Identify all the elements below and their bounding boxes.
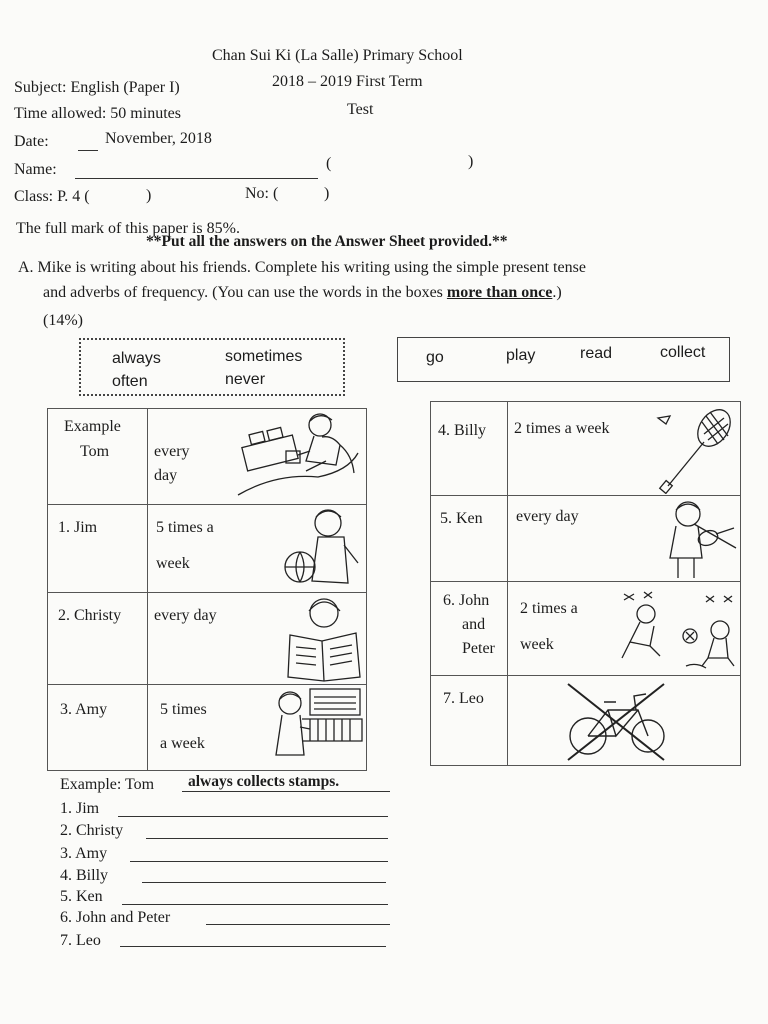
row-name-2: and [462, 616, 486, 633]
verb-read: read [580, 345, 613, 362]
adverb-never: never [225, 371, 266, 388]
section-a-line1: A. Mike is writing about his friends. Complete his writing using the simple present tense [18, 259, 586, 276]
row-freq: 5 times a [156, 519, 214, 536]
answer-line-6[interactable] [206, 924, 390, 925]
boy-violin-picture [658, 498, 738, 580]
freq-cell [148, 593, 367, 685]
badminton-picture [654, 406, 738, 494]
no-label: No: ( [245, 185, 279, 202]
row-freq-2: week [156, 555, 190, 572]
test-label: Test [347, 101, 374, 118]
date-value: November, 2018 [105, 130, 212, 147]
example-label: Example: Tom [60, 776, 155, 793]
emphasis-more-than-once: more than once [446, 284, 553, 301]
date-label: Date: [14, 133, 49, 150]
answer-line-4[interactable] [142, 882, 386, 883]
name-cell [48, 409, 148, 505]
answer-label-3: 3. Amy [60, 845, 108, 862]
name-cell [431, 496, 508, 582]
answer-label-2: 2. Christy [60, 822, 124, 839]
subject-label: Subject: English (Paper I) [14, 79, 180, 96]
section-a-line2: and adverbs of frequency. (You can use the words in the boxes more than once.) [43, 284, 562, 301]
adverb-often: often [112, 373, 148, 390]
freq-cell [148, 505, 367, 593]
verbs-box [397, 337, 730, 382]
answer-label-7: 7. Leo [60, 932, 101, 949]
section-a-marks: (14%) [43, 312, 83, 329]
verb-collect: collect [660, 344, 706, 361]
name-label: Name: [14, 161, 57, 178]
row-name-2: Tom [80, 443, 110, 460]
date-blank[interactable] [78, 150, 98, 151]
row-freq: 5 times [160, 701, 207, 718]
table-row [431, 496, 741, 582]
row-freq: 2 times a week [514, 420, 610, 437]
freq-cell [508, 676, 741, 766]
school-name: Chan Sui Ki (La Salle) Primary School [212, 47, 463, 64]
row-name: 4. Billy [438, 422, 487, 439]
example-answer: always collects stamps. [188, 773, 340, 790]
name-cell [48, 505, 148, 593]
class-close: ) [146, 187, 152, 204]
verb-go: go [426, 349, 444, 366]
row-freq: 2 times a [520, 600, 578, 617]
stamp-collecting-picture [236, 411, 360, 501]
class-label: Class: P. 4 ( [14, 188, 90, 205]
row-freq: every day [154, 607, 217, 624]
row-name: 7. Leo [443, 690, 484, 707]
freq-cell [148, 685, 367, 771]
freq-cell [508, 496, 741, 582]
name-paren-close: ) [468, 153, 474, 170]
row-name-3: Peter [462, 640, 495, 657]
answer-label-4: 4. Billy [60, 867, 109, 884]
freq-cell [508, 402, 741, 496]
answer-line-3[interactable] [130, 861, 388, 862]
instruction: **Put all the answers on the Answer Sheet provided.** [146, 233, 508, 250]
example-answer-line [182, 791, 390, 792]
name-cell [431, 676, 508, 766]
verb-play: play [506, 347, 536, 364]
name-cell [431, 402, 508, 496]
table-row [431, 582, 741, 676]
answer-line-1[interactable] [118, 816, 388, 817]
no-close: ) [324, 185, 330, 202]
girl-piano-picture [270, 685, 364, 769]
row-freq: every day [516, 508, 579, 525]
table-row [431, 676, 741, 766]
row-name: Example [64, 418, 121, 435]
boy-basketball-picture [278, 505, 364, 591]
table-row [431, 402, 741, 496]
time-allowed: Time allowed: 50 minutes [14, 105, 181, 122]
answer-label-1: 1. Jim [60, 800, 100, 817]
row-freq-2: day [154, 467, 178, 484]
table-row [48, 685, 367, 771]
answer-label-6: 6. John and Peter [60, 909, 171, 926]
adverb-always: always [112, 350, 161, 367]
left-table [47, 408, 367, 771]
adverb-sometimes: sometimes [225, 348, 303, 365]
table-row [48, 409, 367, 505]
girl-reading-picture [284, 593, 364, 683]
row-name: 2. Christy [58, 607, 122, 624]
row-name: 3. Amy [60, 701, 108, 718]
crossed-out-bicycle-picture [564, 680, 668, 762]
boys-soccer-picture [616, 586, 738, 672]
row-name: 6. John [443, 592, 490, 609]
name-cell [431, 582, 508, 676]
answer-line-7[interactable] [120, 946, 386, 947]
freq-cell [508, 582, 741, 676]
row-freq: every [154, 443, 190, 460]
term-label: 2018 – 2019 First Term [272, 73, 423, 90]
answer-line-5[interactable] [122, 904, 388, 905]
name-cell [48, 685, 148, 771]
table-row [48, 505, 367, 593]
row-name: 1. Jim [58, 519, 98, 536]
right-table [430, 401, 741, 766]
name-paren-open: ( [326, 155, 332, 172]
full-mark: The full mark of this paper is 85%. [16, 220, 240, 237]
freq-cell [148, 409, 367, 505]
answer-line-2[interactable] [146, 838, 388, 839]
name-field[interactable] [75, 178, 318, 179]
name-cell [48, 593, 148, 685]
row-freq-2: a week [160, 735, 205, 752]
adverbs-box [79, 338, 345, 396]
answer-label-5: 5. Ken [60, 888, 103, 905]
row-freq-2: week [520, 636, 554, 653]
row-name: 5. Ken [440, 510, 483, 527]
table-row [48, 593, 367, 685]
